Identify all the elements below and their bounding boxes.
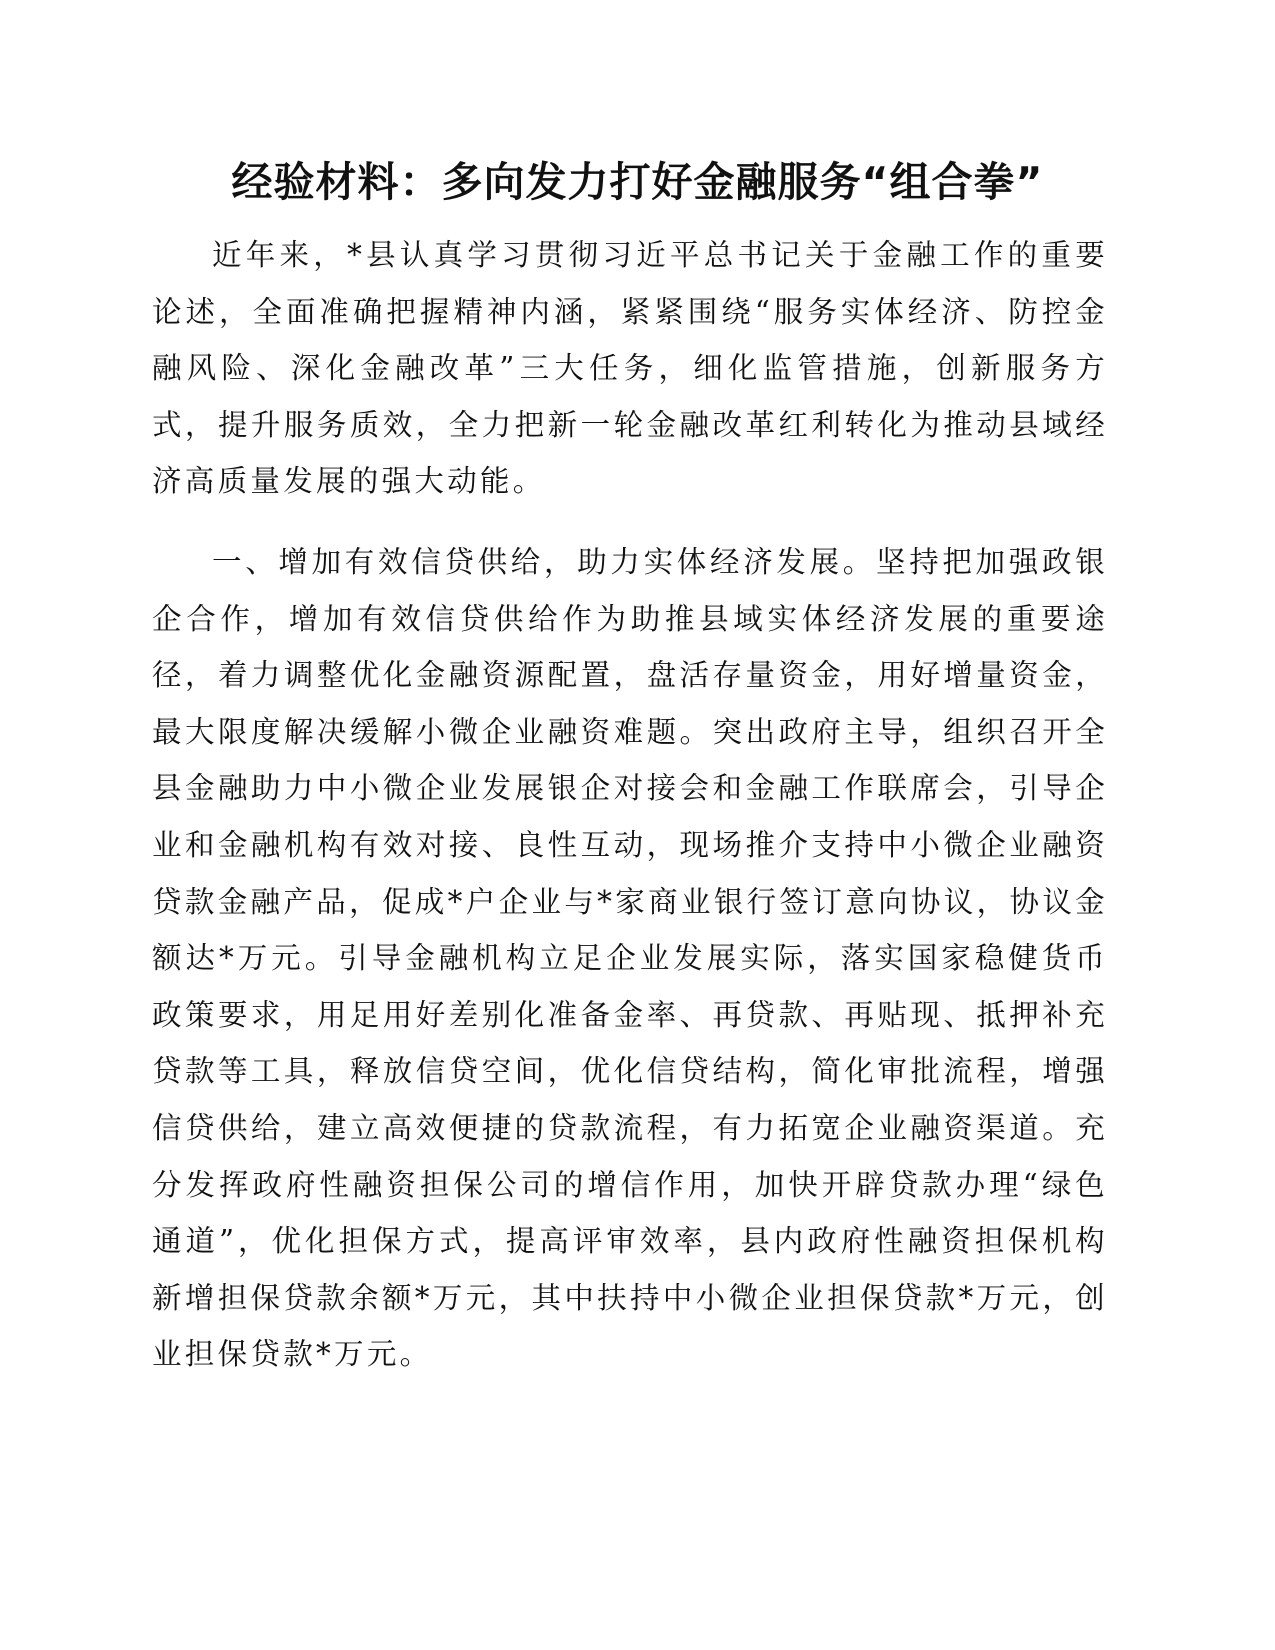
paragraph-intro: 近年来，*县认真学习贯彻习近平总书记关于金融工作的重要论述，全面准确把握精神内涵，紧紧围绕“服务实体经济、防控金融风险、深化金融改革”三大任务，细化监管措施，创新服务方式，提升服务质效，全力把新一轮金融改革红利转化为推动县域经济高质量发展的强大动能。	[152, 238, 1108, 499]
paragraph-section-1: 一、增加有效信贷供给，助力实体经济发展。坚持把加强政银企合作，增加有效信贷供给作为助推县域实体经济发展的重要途径，着力调整优化金融资源配置，盘活存量资金，用好增量资金，最大限度解决缓解小微企业融资难题。突出政府主导，组织召开全县金融助力中小微企业发展银企对接会和金融工作联席会，引导企业和金融机构有效对接、良性互动，现场推介支持中小微企业融资贷款金融产品，促成*户企业与*家商业银行签订意向协议，协议金额达*万元。引导金融机构立足企业发展实际，落实国家稳健货币政策要求，用足用好差别化准备金率、再贷款、再贴现、抵押补充贷款等工具，释放信贷空间，优化信贷结构，简化审批流程，增强信贷供给，建立高效便捷的贷款流程，有力拓宽企业融资渠道。充分发挥政府性融资担保公司的增信作用，加快开辟贷款办理“绿色通道”，优化担保方式，提高评审效率，县内政府性融资担保机构新增担保贷款余额*万元，其中扶持中小微企业担保贷款*万元，创业担保贷款*万元。	[152, 545, 1108, 1372]
document-title: 经验材料：多向发力打好金融服务“组合拳”	[231, 158, 1044, 206]
